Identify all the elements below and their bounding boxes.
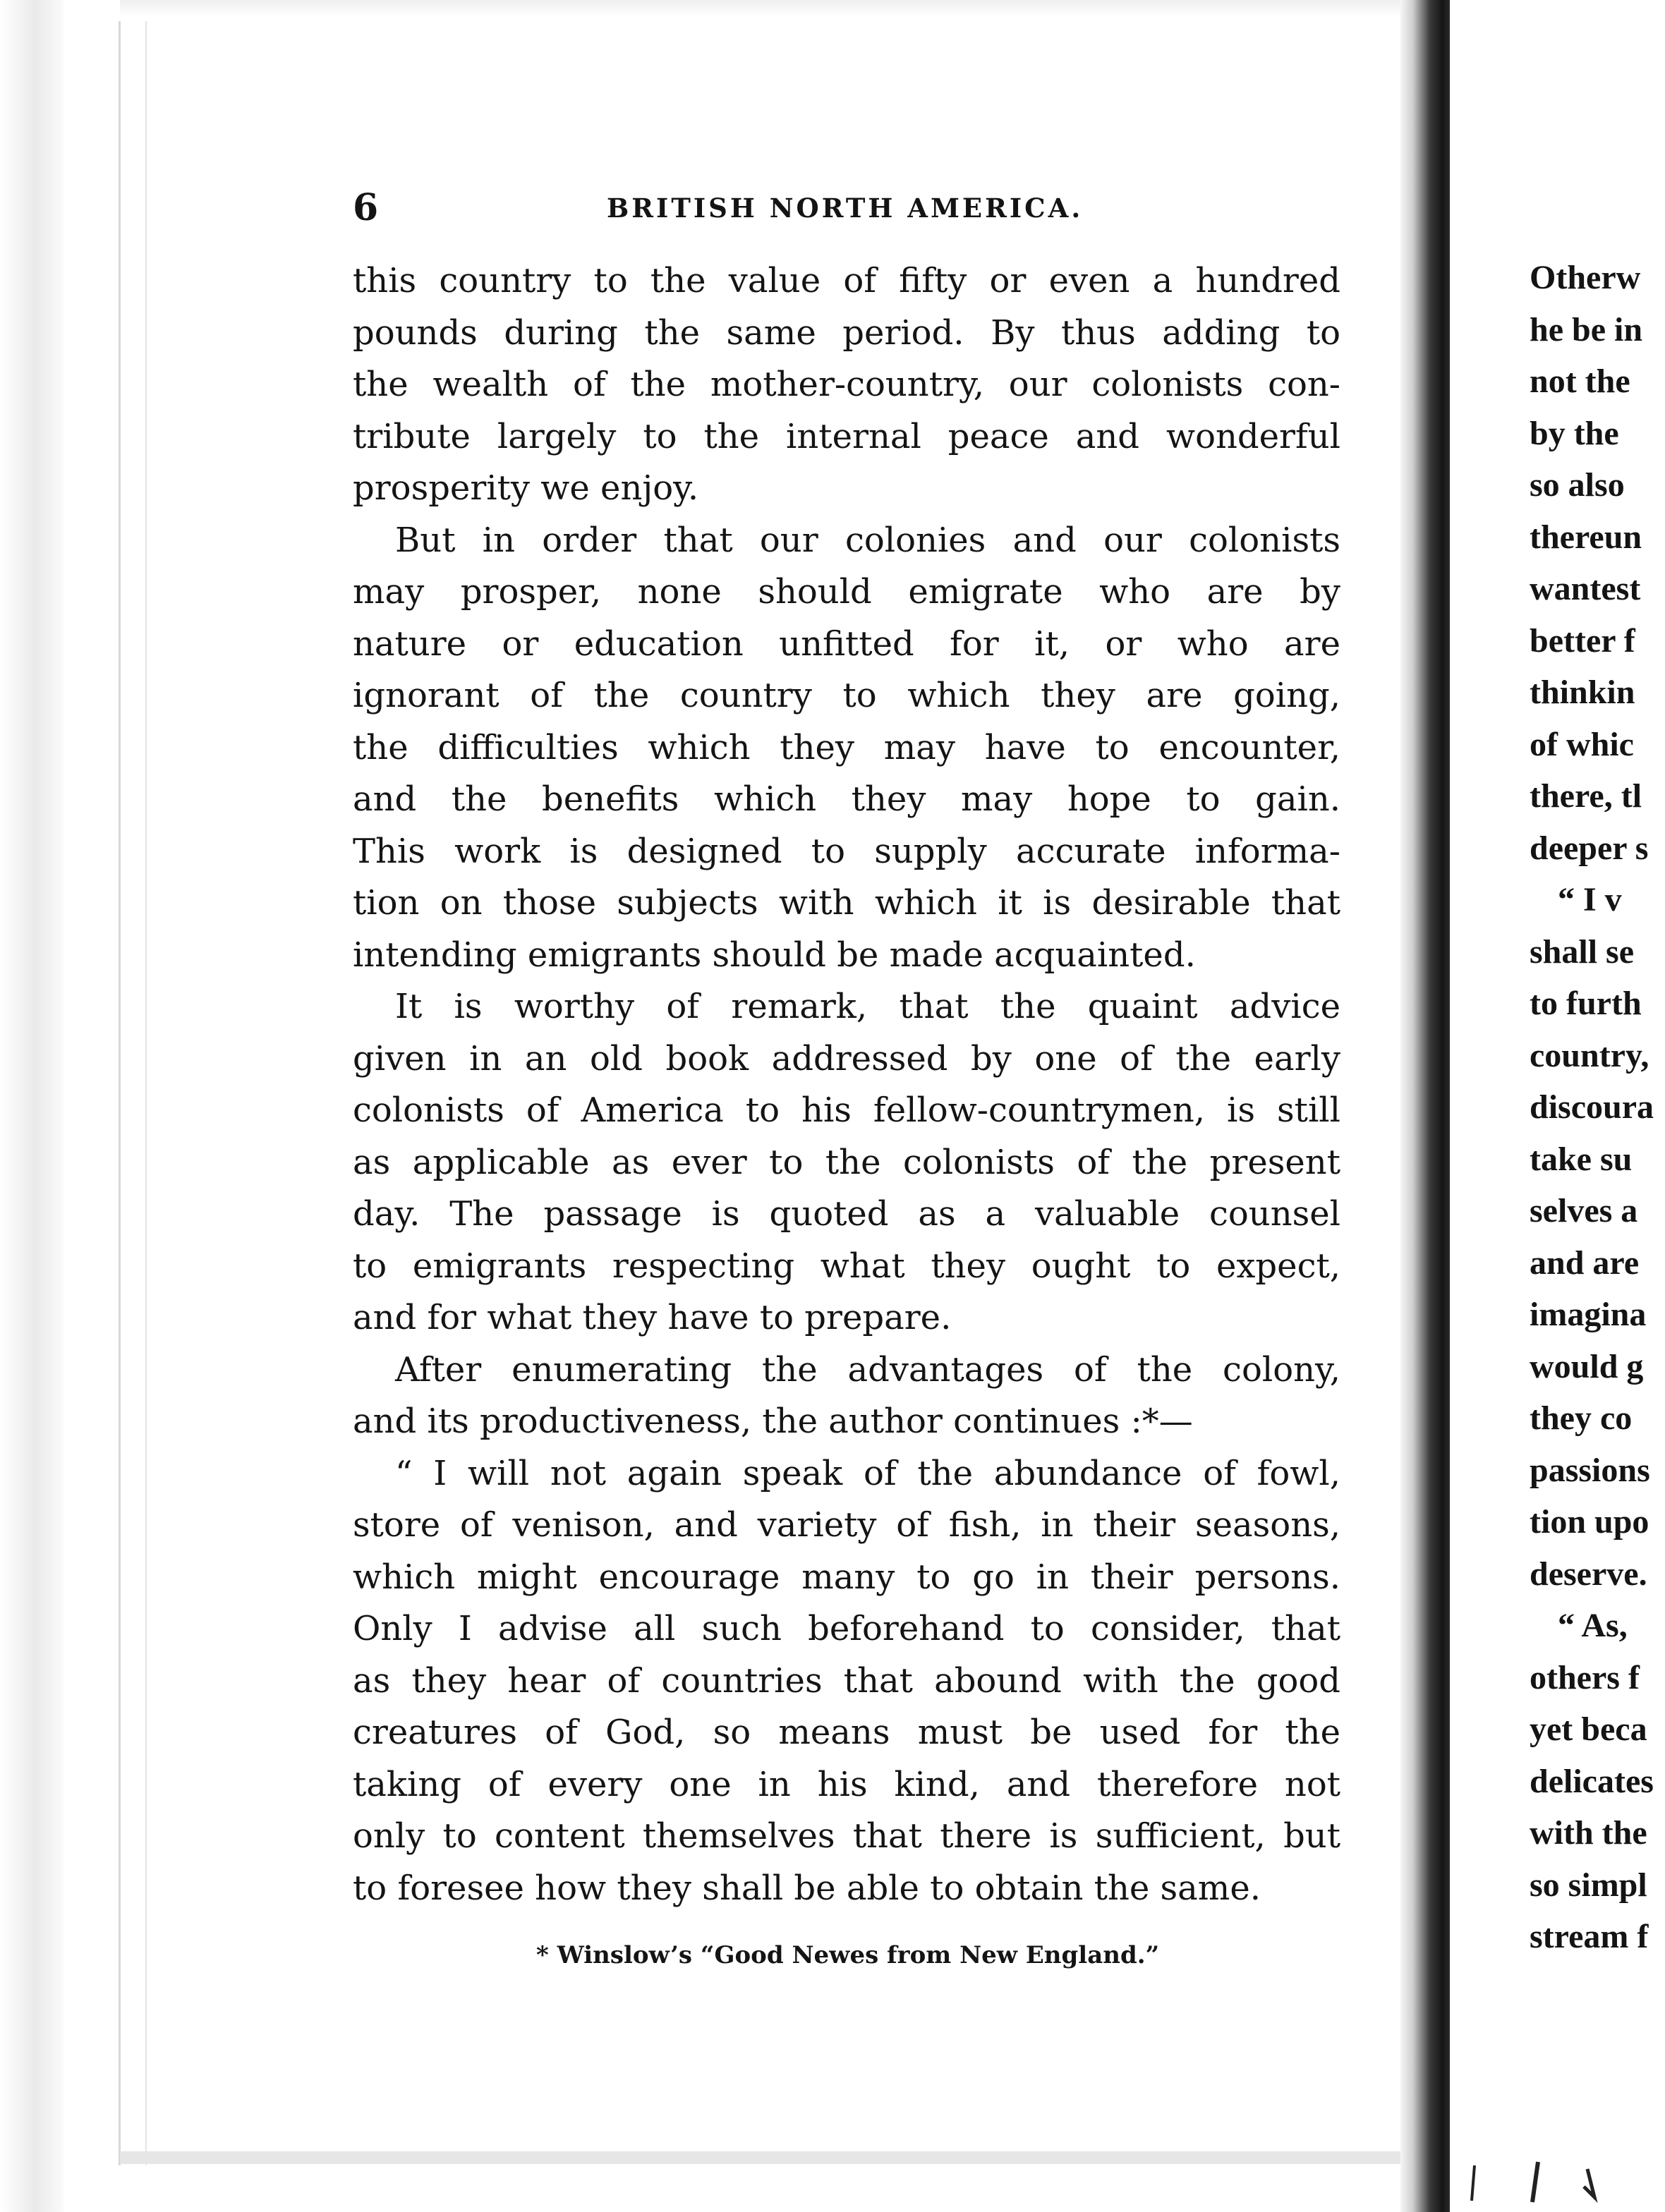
facing-line: there, tl: [1530, 777, 1642, 815]
text-line: This work is designed to supply accurate informa-: [353, 831, 1340, 871]
paragraph: [353, 515, 1340, 982]
text-line: intending emigrants should be made acquainted.: [353, 935, 1196, 975]
facing-line: delicates: [1530, 1762, 1654, 1800]
text-line: only to content themselves that there is sufficient, but: [353, 1816, 1340, 1856]
text-line: to emigrants respecting what they ought to expect,: [353, 1246, 1340, 1286]
facing-line: yet beca: [1530, 1710, 1647, 1748]
facing-line: Otherw: [1530, 259, 1641, 296]
facing-line: they co: [1530, 1399, 1633, 1437]
facing-line: shall se: [1530, 932, 1635, 971]
text-line: and for what they have to prepare.: [353, 1298, 952, 1337]
text-line: It is worthy of remark, that the quaint advice: [395, 987, 1340, 1026]
page-number: 6: [353, 186, 379, 229]
text-line: pounds during the same period. By thus adding to: [353, 312, 1340, 353]
text-line: tion on those subjects with which it is desirable that: [353, 883, 1340, 923]
facing-line: “ I v: [1558, 881, 1622, 918]
scan-specks: [1453, 2158, 1665, 2212]
facing-line: others f: [1530, 1658, 1640, 1696]
facing-line: passions: [1530, 1451, 1650, 1489]
footnote: * Winslow’s “Good Newes from New England.”: [536, 1941, 1160, 1969]
facing-line: thinkin: [1530, 674, 1635, 711]
facing-line: discoura: [1530, 1088, 1654, 1126]
text-line: this country to the value of fifty or even a hundred: [353, 261, 1340, 300]
page-edge-line-inner: [145, 21, 147, 2165]
facing-line: with the: [1530, 1814, 1647, 1852]
facing-line: to furth: [1530, 985, 1642, 1022]
text-line: the difficulties which they may have to encounter,: [353, 727, 1340, 767]
text-line: may prosper, none should emigrate who are by: [353, 572, 1340, 612]
text-line: given in an old book addressed by one of the early: [353, 1038, 1340, 1078]
text-line: tribute largely to the internal peace and wonderful: [353, 416, 1340, 456]
facing-line: deeper s: [1530, 829, 1649, 867]
facing-line: so simpl: [1530, 1866, 1647, 1904]
text-line: “ I will not again speak of the abundance of fowl,: [395, 1453, 1340, 1493]
facing-line: so also: [1530, 466, 1625, 504]
facing-line: country,: [1530, 1036, 1649, 1074]
facing-line: selves a: [1530, 1192, 1638, 1229]
facing-line: wantest: [1530, 570, 1641, 607]
facing-line: of whic: [1530, 725, 1634, 763]
facing-line: would g: [1530, 1347, 1644, 1385]
facing-line: “ As,: [1558, 1607, 1628, 1644]
text-line: colonists of America to his fellow-countrymen, is still: [353, 1090, 1340, 1130]
facing-line: thereun: [1530, 518, 1642, 556]
paragraph: [353, 255, 1340, 515]
scan-left-margin: [0, 0, 63, 2212]
facing-page-text: [1530, 252, 1665, 1963]
text-line: taking of every one in his kind, and therefore not: [353, 1764, 1340, 1804]
facing-line: stream f: [1530, 1918, 1649, 1955]
body-text: [353, 255, 1340, 1914]
facing-line: he be in: [1530, 310, 1643, 348]
text-line: After enumerating the advantages of the colony,: [395, 1349, 1340, 1390]
text-line: and its productiveness, the author continues :*—: [353, 1402, 1193, 1441]
text-line: as they hear of countries that abound with the good: [353, 1660, 1340, 1701]
paragraph: [353, 1448, 1340, 1915]
text-line: day. The passage is quoted as a valuable counsel: [353, 1194, 1340, 1234]
facing-page: [1450, 0, 1665, 2212]
facing-line: by the: [1530, 414, 1619, 452]
facing-line: tion upo: [1530, 1503, 1649, 1540]
text-line: which might encourage many to go in their persons.: [353, 1557, 1340, 1597]
text-line: the wealth of the mother-country, our colonists con-: [353, 365, 1340, 404]
facing-line: not the: [1530, 363, 1630, 400]
facing-line: take su: [1530, 1140, 1633, 1178]
paragraph: [353, 1344, 1340, 1448]
text-line: and the benefits which they may hope to gain.: [353, 779, 1340, 819]
page-edge-line: [119, 21, 121, 2165]
text-line: as applicable as ever to the colonists of the present: [353, 1142, 1340, 1182]
text-line: Only I advise all such beforehand to consider, that: [353, 1609, 1340, 1648]
text-line: store of venison, and variety of fish, in their seasons,: [353, 1505, 1340, 1545]
text-line: nature or education unfitted for it, or who are: [353, 624, 1340, 664]
text-line: to foresee how they shall be able to obtain the same.: [353, 1868, 1261, 1908]
facing-line: and are: [1530, 1244, 1640, 1282]
page-header: [353, 187, 1411, 229]
scan-bottom-edge: [120, 2151, 1425, 2164]
text-line: creatures of God, so means must be used for the: [353, 1713, 1340, 1752]
text-line: But in order that our colonies and our colonists: [395, 520, 1340, 560]
facing-line: better f: [1530, 621, 1635, 660]
running-title: BRITISH NORTH AMERICA.: [607, 193, 1084, 224]
facing-line: imagina: [1530, 1296, 1647, 1333]
paragraph: [353, 981, 1340, 1344]
facing-line: deserve.: [1530, 1555, 1647, 1593]
text-line: prosperity we enjoy.: [353, 468, 699, 508]
book-gutter: [1400, 0, 1450, 2212]
text-line: ignorant of the country to which they are going,: [353, 676, 1340, 715]
